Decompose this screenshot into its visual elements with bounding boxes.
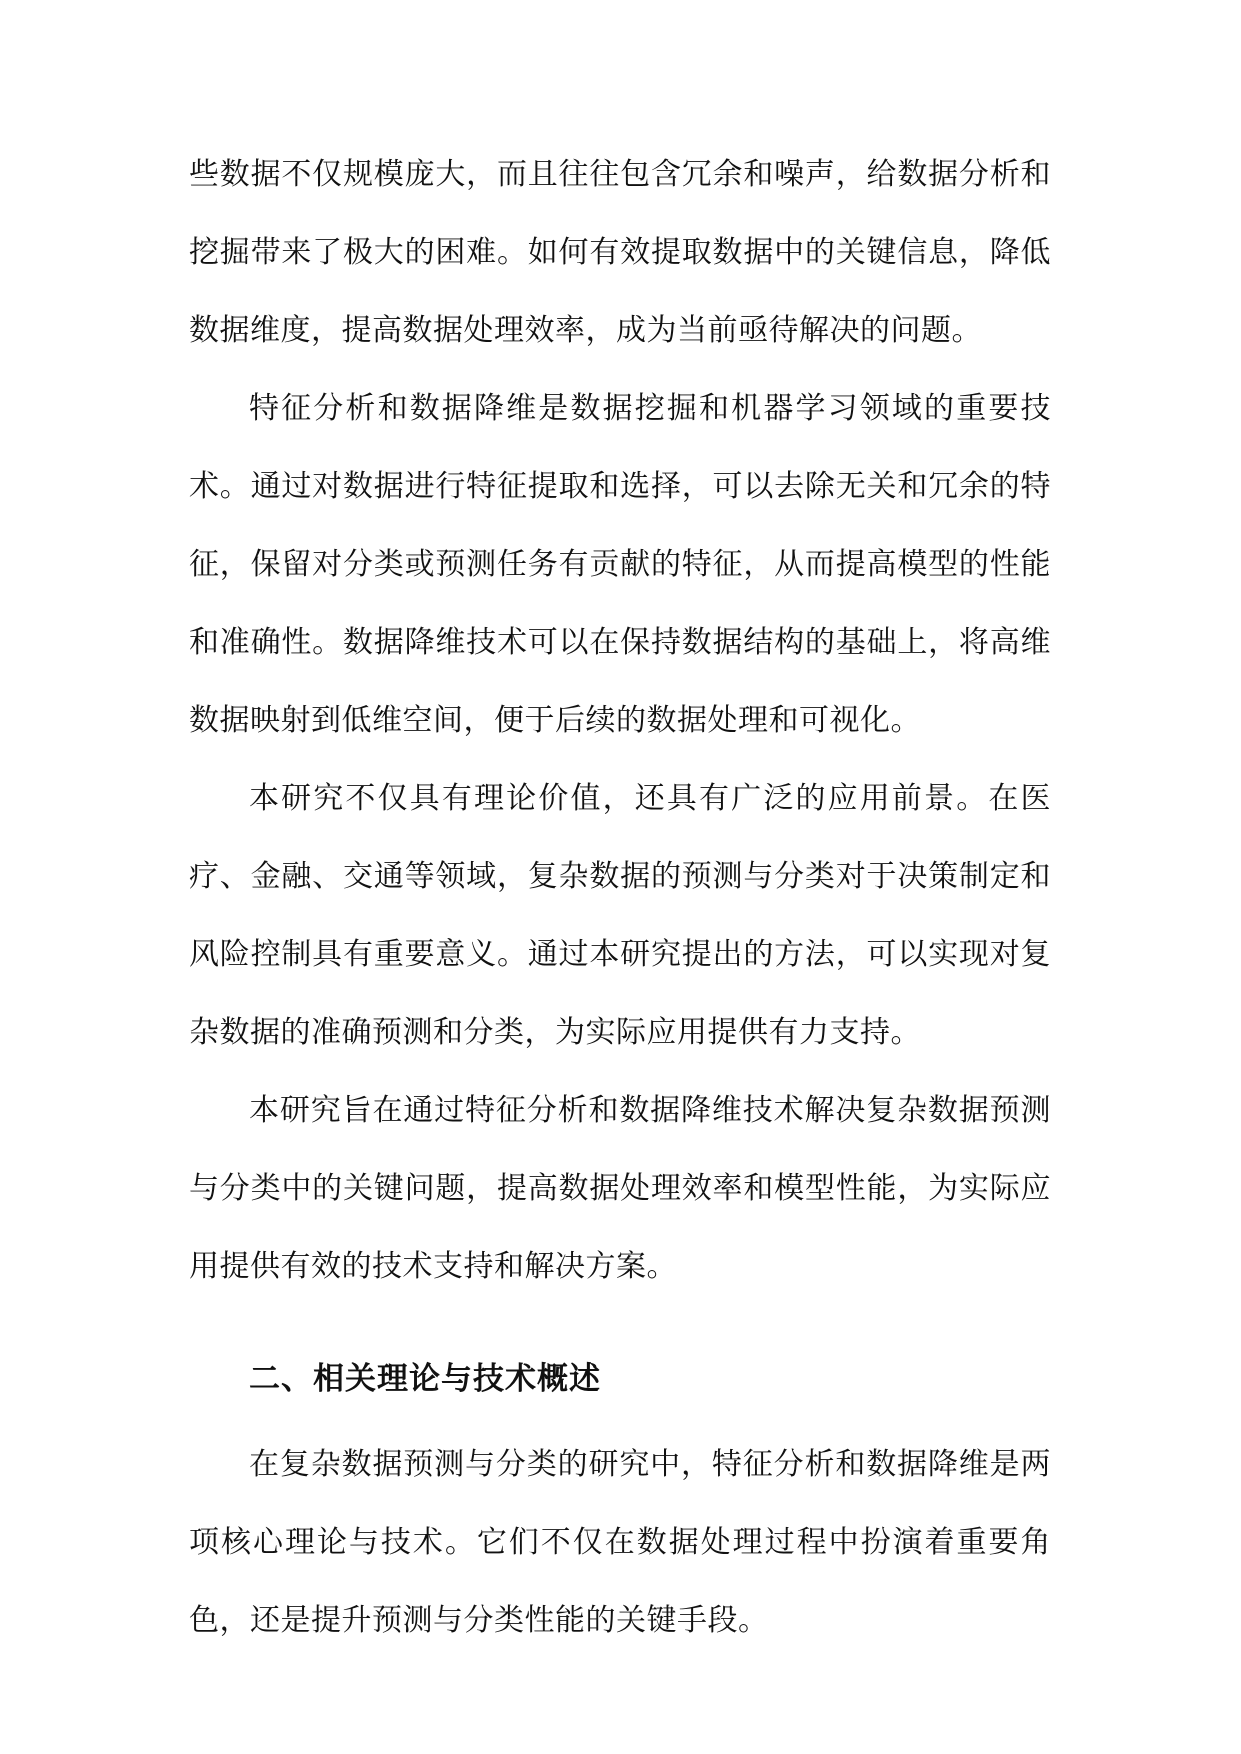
paragraph-application-value: 本研究不仅具有理论价值，还具有广泛的应用前景。在医疗、金融、交通等领域，复杂数据的预测与分类对于决策制定和风险控制具有重要意义。通过本研究提出的方法，可以实现对复杂数据的准确预测和分类，为实际应用提供有力支持。 <box>189 781 1051 1050</box>
paragraph-feature-analysis: 特征分析和数据降维是数据挖掘和机器学习领域的重要技术。通过对数据进行特征提取和选择，可以去除无关和冗余的特征，保留对分类或预测任务有贡献的特征，从而提高模型的性能和准确性。数据降维技术可以在保持数据结构的基础上，将高维数据映射到低维空间，便于后续的数据处理和可视化。 <box>189 391 1051 738</box>
paragraph-research-goal: 本研究旨在通过特征分析和数据降维技术解决复杂数据预测与分类中的关键问题，提高数据处理效率和模型性能，为实际应用提供有效的技术支持和解决方案。 <box>189 1093 1051 1284</box>
document-body <box>189 136 1051 1660</box>
paragraph-section-intro: 在复杂数据预测与分类的研究中，特征分析和数据降维是两项核心理论与技术。它们不仅在数据处理过程中扮演着重要角色，还是提升预测与分类性能的关键手段。 <box>189 1447 1051 1638</box>
paragraph-continuation: 些数据不仅规模庞大，而且往往包含冗余和噪声，给数据分析和挖掘带来了极大的困难。如何有效提取数据中的关键信息，降低数据维度，提高数据处理效率，成为当前亟待解决的问题。 <box>189 157 1051 348</box>
section-heading: 二、相关理论与技术概述 <box>249 1361 601 1397</box>
